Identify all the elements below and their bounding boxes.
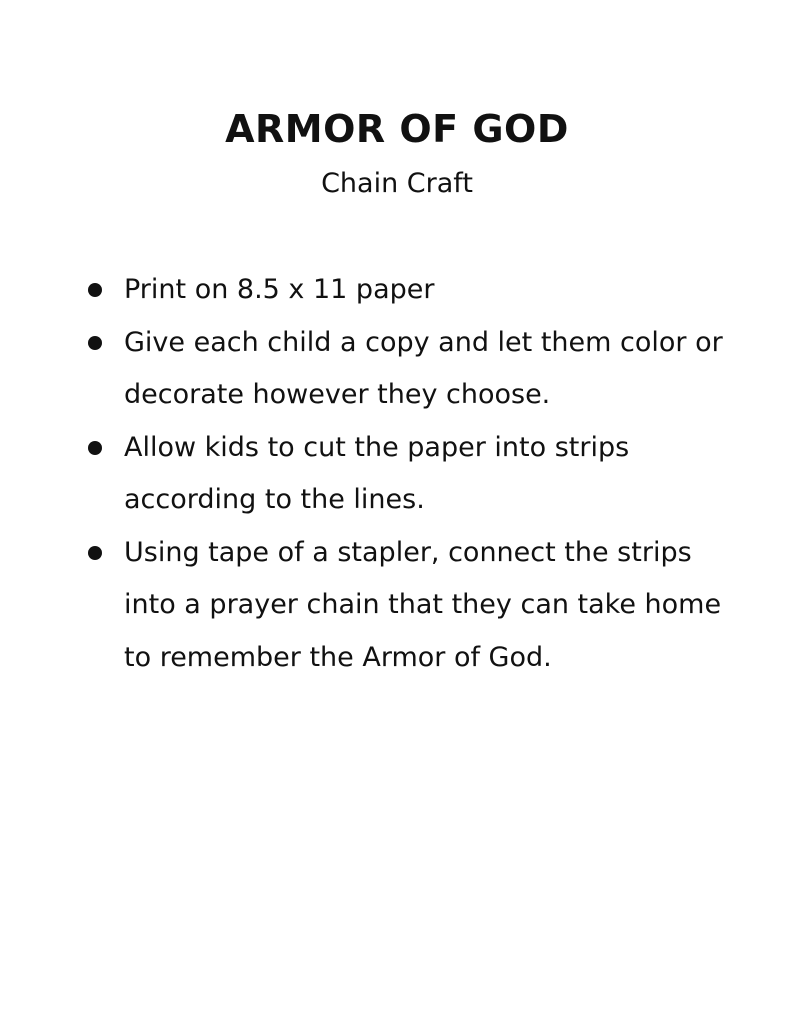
bullet-icon: [88, 441, 102, 455]
page-title: ARMOR OF GOD: [225, 107, 569, 151]
list-item: [86, 422, 746, 527]
bullet-icon: [88, 283, 102, 297]
list-item: [86, 264, 746, 317]
list-item-text: Using tape of a stapler, connect the strips into a prayer chain that they can take home to remember the Armor of God.: [124, 536, 722, 673]
page-subtitle: Chain Craft: [321, 168, 473, 199]
bullet-icon: [88, 546, 102, 560]
list-item-text: Give each child a copy and let them color or decorate however they choose.: [124, 326, 723, 410]
bullet-icon: [88, 336, 102, 350]
list-item: [86, 527, 746, 685]
list-item-text: Print on 8.5 x 11 paper: [124, 274, 435, 305]
list-item: [86, 317, 746, 422]
instruction-list: [86, 264, 746, 684]
list-item-text: Allow kids to cut the paper into strips according to the lines.: [124, 431, 630, 515]
